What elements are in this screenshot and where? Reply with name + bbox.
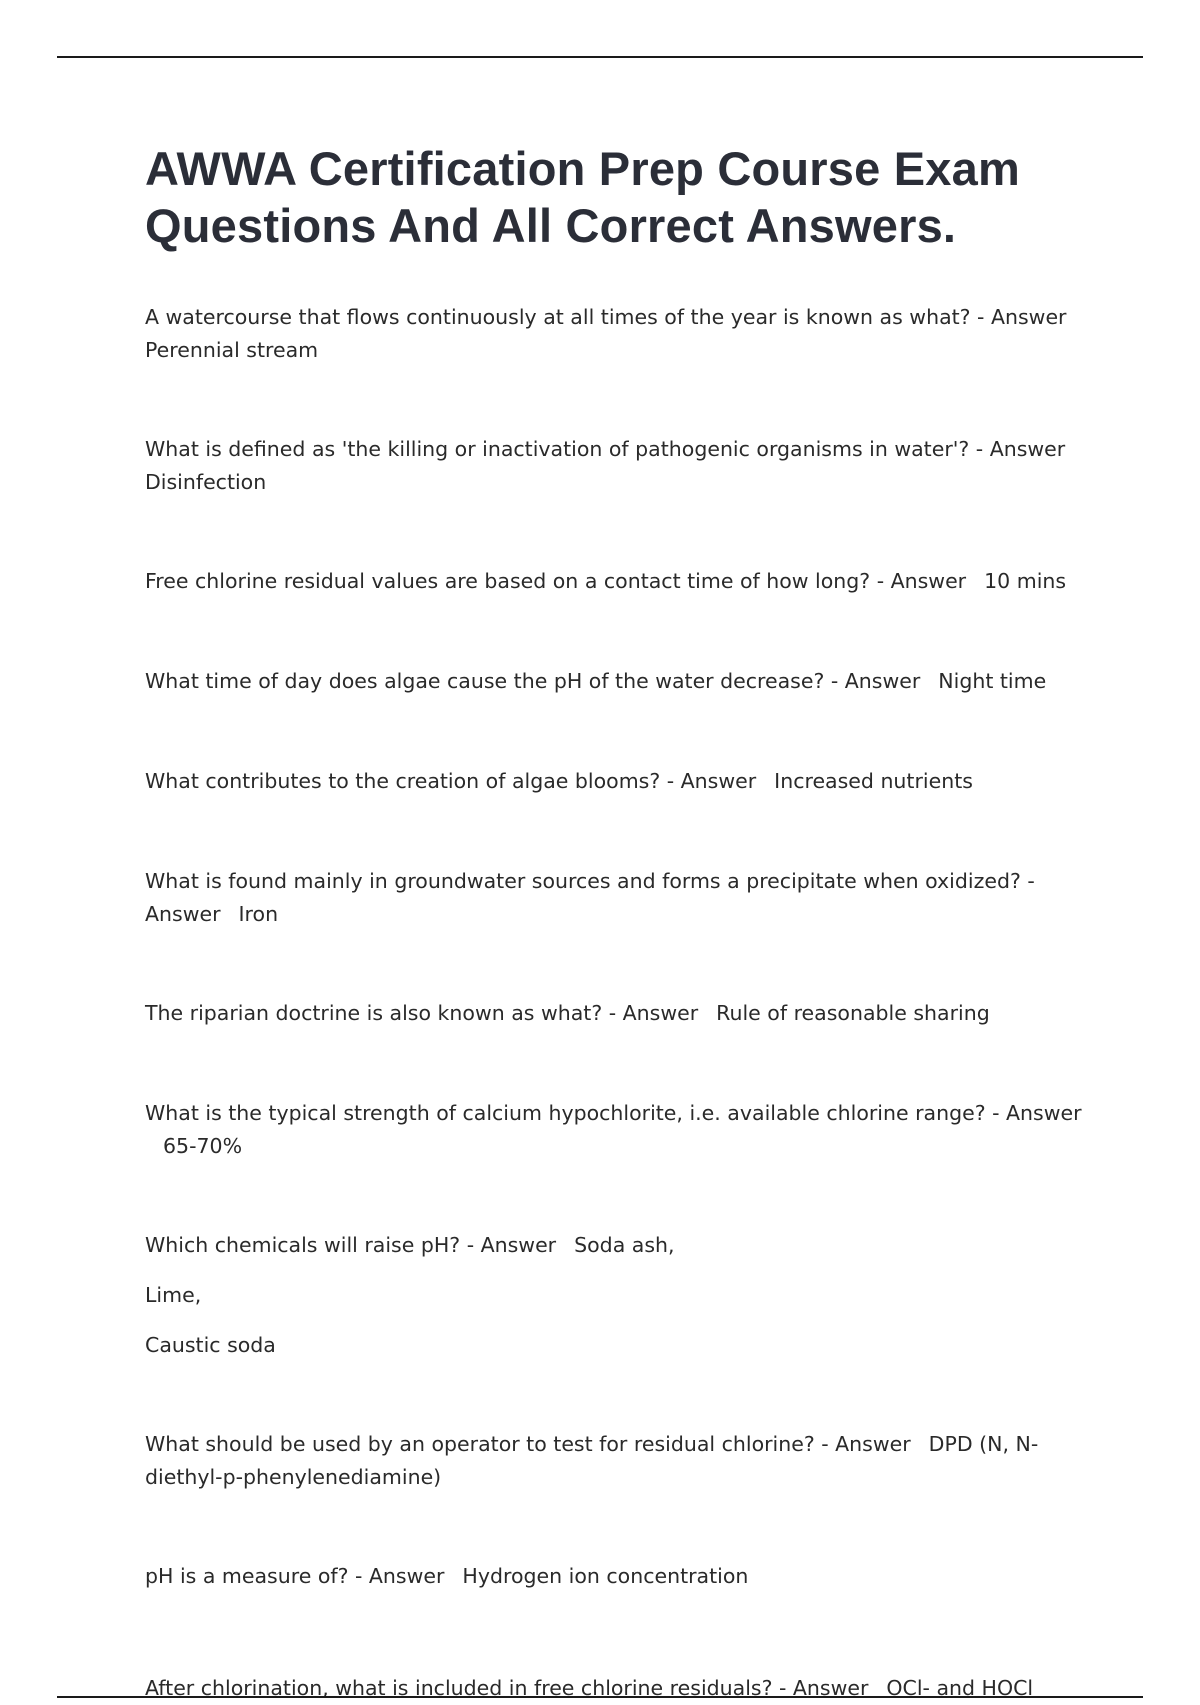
qa-item — [145, 865, 1095, 931]
answer-text: Perennial stream — [145, 338, 319, 362]
question-text: Which chemicals will raise pH? - Answer — [145, 1233, 557, 1257]
answer-continuation: Lime, — [145, 1283, 202, 1307]
answer-text: Hydrogen ion concentration — [462, 1564, 749, 1588]
question-text: A watercourse that flows continuously at all times of the year is known as what? - Answer — [145, 305, 1067, 329]
question-text: Free chlorine residual values are based on a contact time of how long? - Answer — [145, 569, 967, 593]
qa-item — [145, 433, 1095, 499]
answer-text: DPD (N, N-diethyl-p-phenylenediamine) — [145, 1432, 1039, 1489]
answer-text: OCl- and HOCl — [886, 1676, 1034, 1700]
answer-continuation: Caustic soda — [145, 1333, 276, 1357]
qa-item-cut-off — [145, 1672, 1033, 1705]
qa-item — [145, 1428, 1095, 1494]
document-body — [145, 140, 1095, 1660]
question-text: What is found mainly in groundwater sources and forms a precipitate when oxidized? - Answer — [145, 869, 1035, 926]
question-text: What is defined as 'the killing or inactivation of pathogenic organisms in water'? - Answer — [145, 437, 1066, 461]
qa-item — [145, 1097, 1095, 1163]
qa-item — [145, 301, 1095, 367]
question-text: What contributes to the creation of algae blooms? - Answer — [145, 769, 757, 793]
bottom-rule — [57, 1696, 1143, 1698]
answer-text: Iron — [238, 902, 279, 926]
qa-item — [145, 1560, 1095, 1593]
document-title: AWWA Certification Prep Course Exam Questions And All Correct Answers. — [145, 142, 1020, 252]
question-text: What is the typical strength of calcium hypochlorite, i.e. available chlorine range? - Answer — [145, 1101, 1082, 1125]
answer-text: 10 mins — [984, 569, 1067, 593]
answer-text: 65-70% — [163, 1134, 243, 1158]
qa-item — [145, 565, 1095, 598]
answer-text: Night time — [938, 669, 1047, 693]
question-text: What should be used by an operator to test for residual chlorine? - Answer — [145, 1432, 911, 1456]
qa-item — [145, 665, 1095, 698]
answer-text: Disinfection — [145, 470, 267, 494]
question-text: What time of day does algae cause the pH of the water decrease? - Answer — [145, 669, 921, 693]
qa-item — [145, 1229, 1095, 1362]
answer-text: Increased nutrients — [774, 769, 973, 793]
qa-item — [145, 997, 1095, 1030]
top-rule — [57, 56, 1143, 58]
qa-item — [145, 765, 1095, 798]
question-text: pH is a measure of? - Answer — [145, 1564, 445, 1588]
answer-text: Soda ash, — [574, 1233, 675, 1257]
answer-text: Rule of reasonable sharing — [716, 1001, 990, 1025]
question-text: The riparian doctrine is also known as what? - Answer — [145, 1001, 699, 1025]
question-text: After chlorination, what is included in free chlorine residuals? - Answer — [145, 1676, 869, 1700]
